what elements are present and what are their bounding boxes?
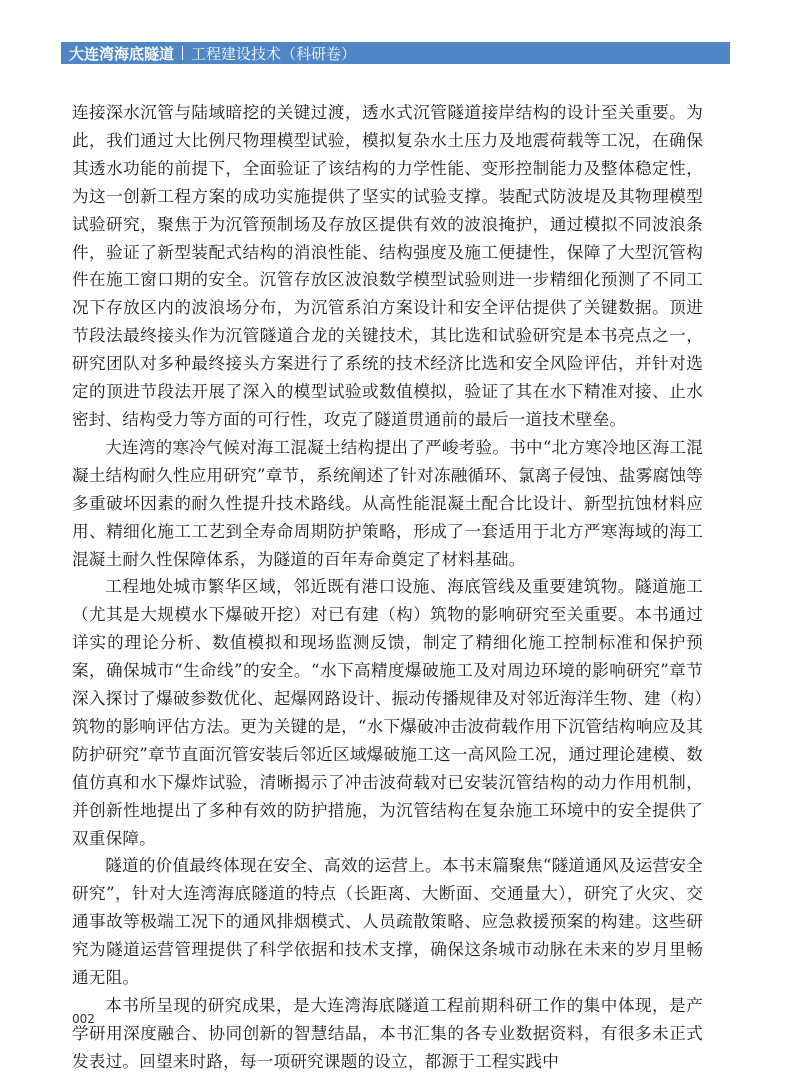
header-divider bbox=[182, 46, 183, 60]
paragraph: 工程地处城市繁华区域，邻近既有港口设施、海底管线及重要建筑物。隧道施工（尤其是大规模水下爆破开挖）对已有建（构）筑物的影响研究至关重要。本书通过详实的理论分析、数值模拟和现场监测反馈，制定了精细化施工控制标准和保护预案，确保城市“生命线”的安全。“水下高精度爆破施工及对周边环境的影响研究”章节深入探讨了爆破参数优化、起爆网路设计、振动传播规律及对邻近海洋生物、建（构）筑物的影响评估方法。更为关键的是，“水下爆破冲击波荷载作用下沉管结构响应及其防护研究”章节直面沉管安装后邻近区域爆破施工这一高风险工况，通过理论建模、数值仿真和水下爆炸试验，清晰揭示了冲击波荷载对已安装沉管结构的动力作用机制，并创新性地提出了多种有效的防护措施，为沉管结构在复杂施工环境中的安全提供了双重保障。 bbox=[72, 577, 703, 848]
body-text bbox=[72, 99, 703, 1076]
paragraph: 大连湾的寒冷气候对海工混凝土结构提出了严峻考验。书中“北方寒冷地区海工混凝土结构耐久性应用研究”章节，系统阐述了针对冻融循环、氯离子侵蚀、盐雾腐蚀等多重破坏因素的耐久性提升技术路线。从高性能混凝土配合比设计、新型抗蚀材料应用、精细化施工工艺到全寿命周期防护策略，形成了一套适用于北方严寒海域的海工混凝土耐久性保障体系，为隧道的百年寿命奠定了材料基础。 bbox=[72, 437, 703, 569]
header-book-title: 大连湾海底隧道 bbox=[69, 44, 175, 63]
paragraph: 隧道的价值最终体现在安全、高效的运营上。本书末篇聚焦“隧道通风及运营安全研究”，针对大连湾海底隧道的特点（长距离、大断面、交通量大），研究了火灾、交通事故等极端工况下的通风排烟模式、人员疏散策略、应急救援预案的构建。这些研究为隧道运营管理提供了科学依据和技术支撑，确保这条城市动脉在未来的岁月里畅通无阻。 bbox=[72, 856, 703, 988]
paragraph: 本书所呈现的研究成果，是大连湾海底隧道工程前期科研工作的集中体现，是产学研用深度融合、协同创新的智慧结晶，本书汇集的各专业数据资料，有很多未正式发表过。回望来时路，每一项研究课题的设立，都源于工程实践中 bbox=[72, 996, 703, 1071]
page-number: 002 bbox=[72, 1012, 95, 1026]
paragraph: 连接深水沉管与陆域暗挖的关键过渡，透水式沉管隧道接岸结构的设计至关重要。为此，我们通过大比例尺物理模型试验，模拟复杂水土压力及地震荷载等工况，在确保其透水功能的前提下，全面验证了该结构的力学性能、变形控制能力及整体稳定性，为这一创新工程方案的成功实施提供了坚实的试验支撑。装配式防波堤及其物理模型试验研究，聚焦于为沉管预制场及存放区提供有效的波浪掩护，通过模拟不同波浪条件，验证了新型装配式结构的消浪性能、结构强度及施工便捷性，保障了大型沉管构件在施工窗口期的安全。沉管存放区波浪数学模型试验则进一步精细化预测了不同工况下存放区内的波浪场分布，为沉管系泊方案设计和安全评估提供了关键数据。顶进节段法最终接头作为沉管隧道合龙的关键技术，其比选和试验研究是本书亮点之一，研究团队对多种最终接头方案进行了系统的技术经济比选和安全风险评估，并针对选定的顶进节段法开展了深入的模型试验或数值模拟，验证了其在水下精准对接、止水密封、结构受力等方面的可行性，攻克了隧道贯通前的最后一道技术壁垒。 bbox=[72, 103, 703, 429]
header-subtitle: 工程建设技术（科研卷） bbox=[191, 44, 357, 63]
running-header bbox=[61, 42, 730, 64]
